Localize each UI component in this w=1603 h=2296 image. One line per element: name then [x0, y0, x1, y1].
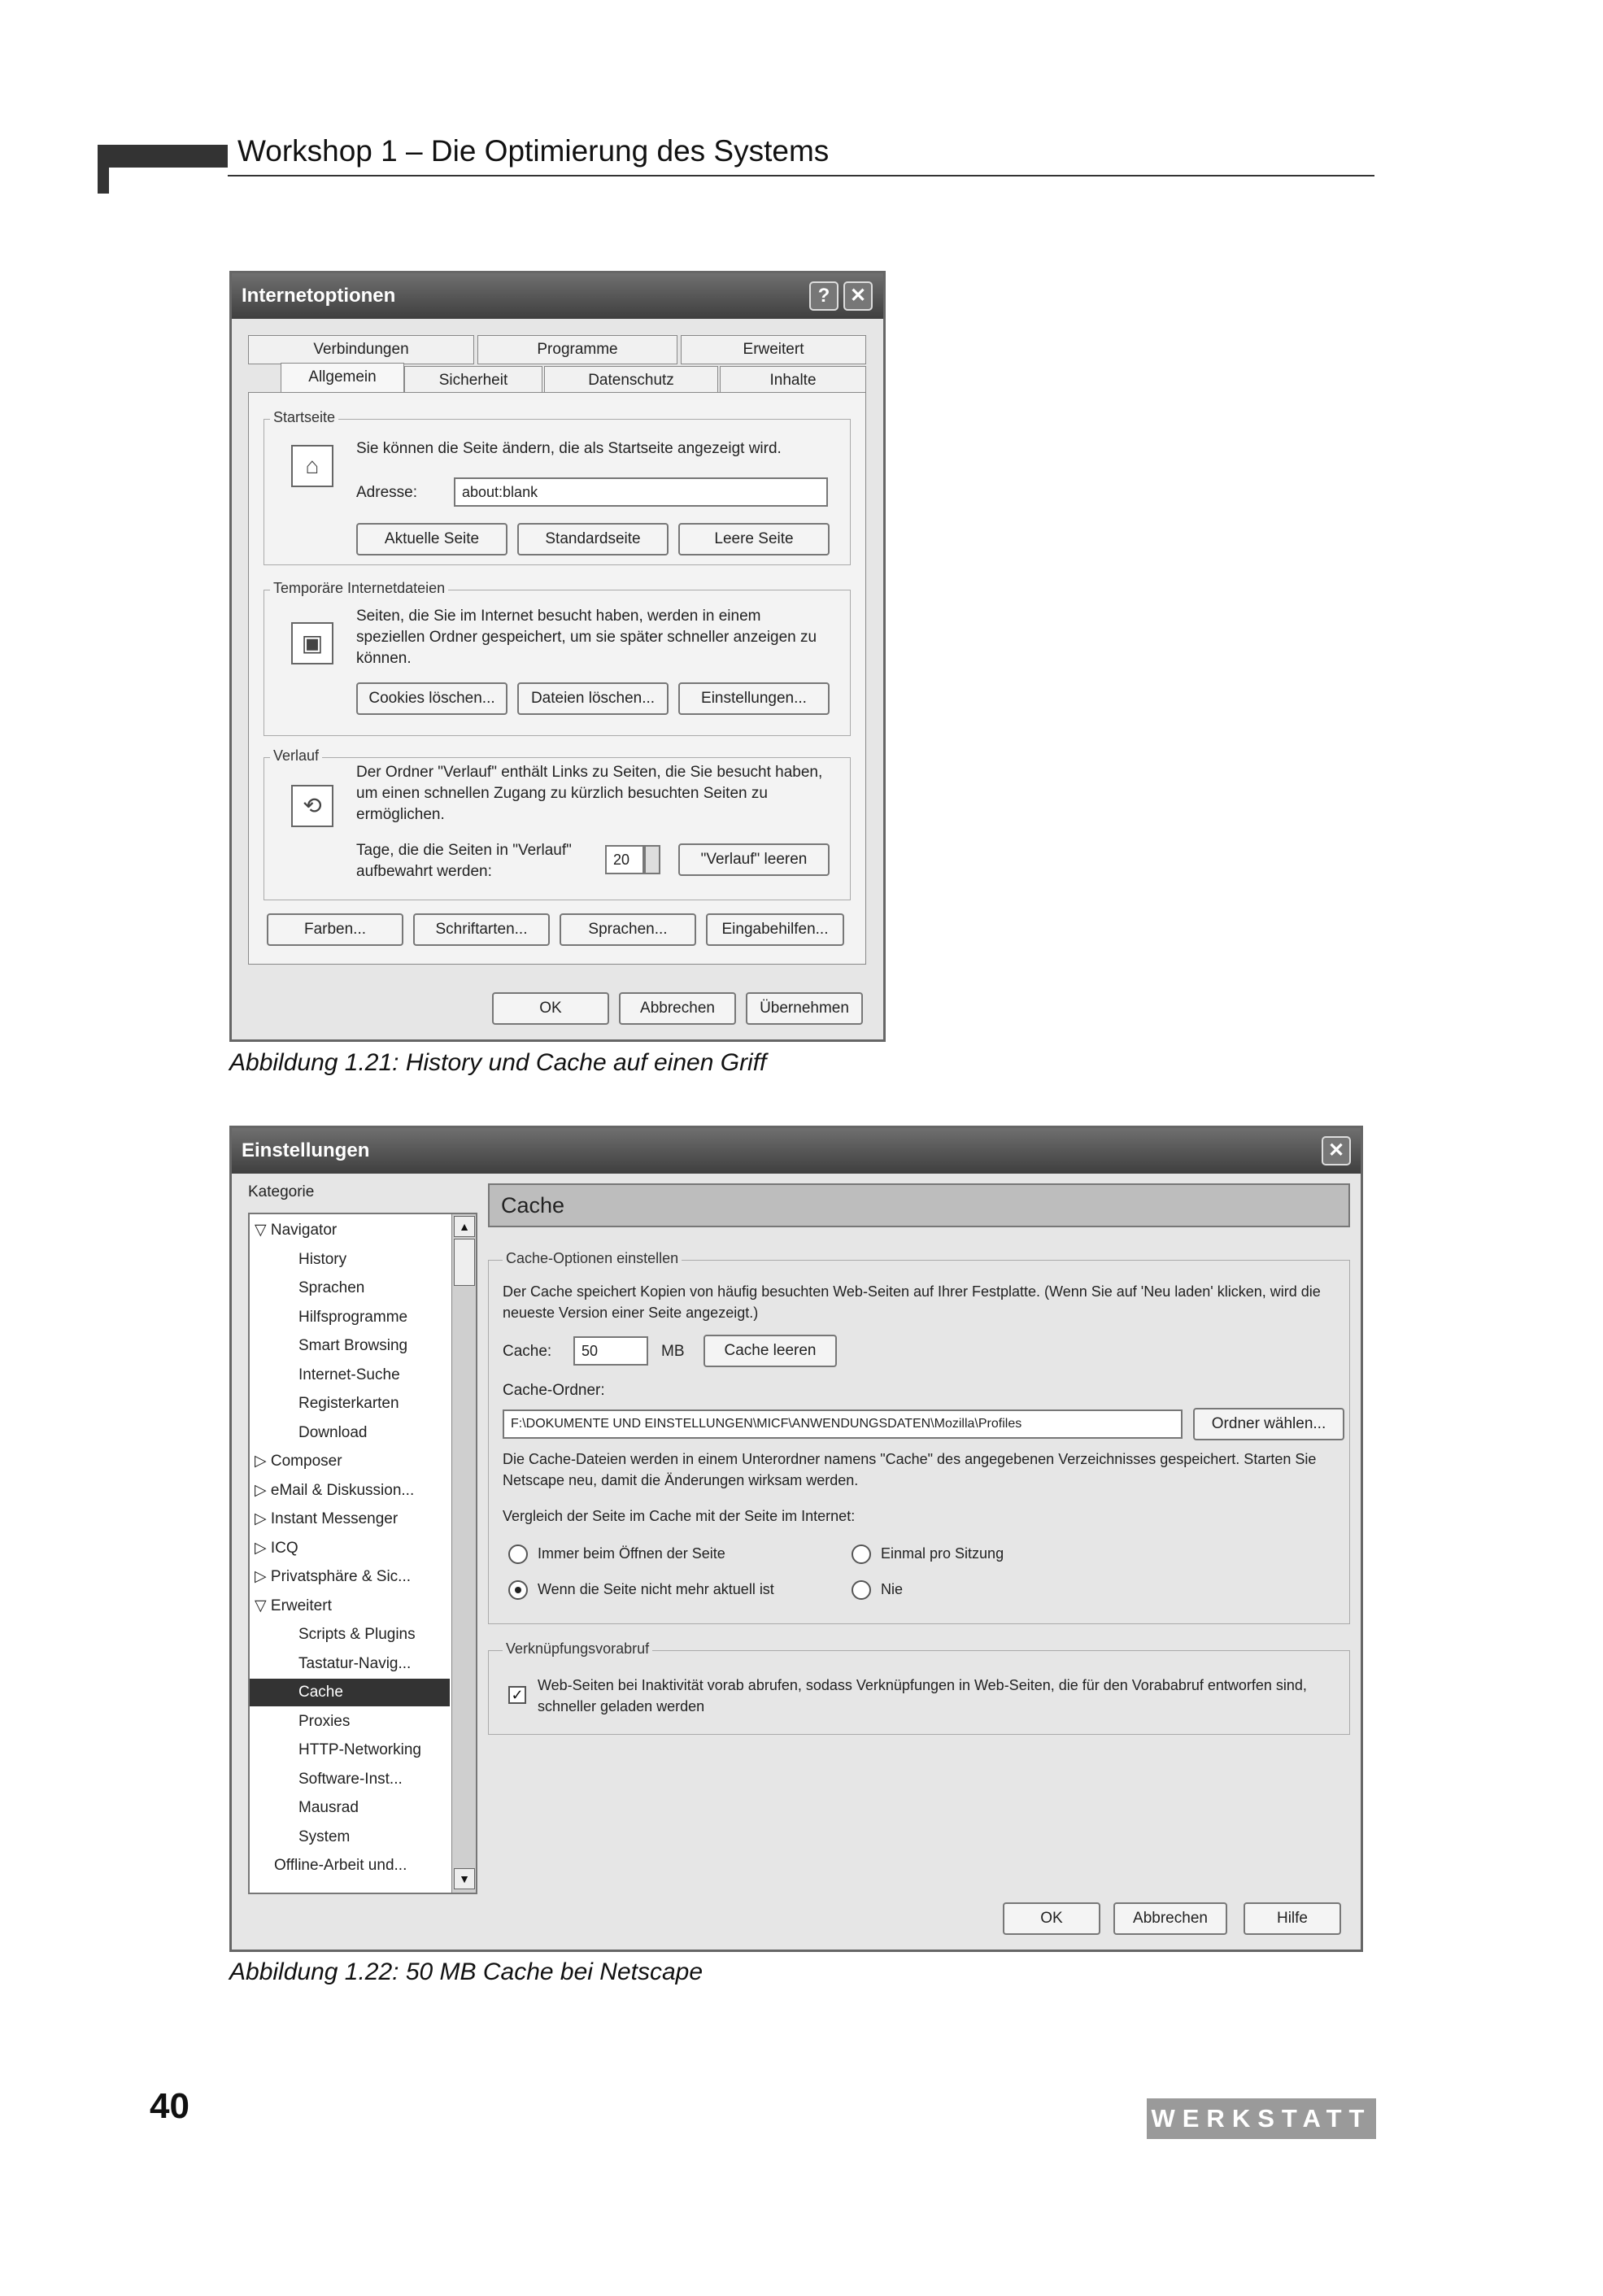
netscape-preferences-dialog — [229, 1126, 1363, 1952]
tree-item-software-install[interactable]: Software-Inst... — [298, 1771, 403, 1788]
ok-button[interactable]: OK — [492, 992, 609, 1025]
settings-button[interactable]: Einstellungen... — [678, 682, 830, 715]
radio-when-outdated-label: Wenn die Seite nicht mehr aktuell ist — [538, 1581, 774, 1597]
figure-caption-2: Abbildung 1.22: 50 MB Cache bei Netscape — [229, 1958, 703, 1985]
cache-folder-description: Die Cache-Dateien werden in einem Unterordner namens "Cache" des angegebenen Verzeichnisses gespeichert. Starten Sie Netscape neu, damit die Änderungen wirksam werden. — [503, 1451, 1317, 1488]
scroll-up-arrow-icon[interactable]: ▲ — [454, 1216, 475, 1237]
clear-history-button[interactable]: "Verlauf" leeren — [678, 843, 830, 876]
tree-item-scripts-plugins[interactable]: Scripts & Plugins — [298, 1626, 416, 1643]
tree-item-history[interactable]: History — [298, 1251, 347, 1268]
tree-selection-highlight — [250, 1679, 450, 1706]
header-bar-mark — [98, 145, 228, 168]
close-button[interactable]: ✕ — [843, 281, 873, 311]
help-button[interactable]: ? — [809, 281, 839, 311]
running-header-title: Workshop 1 – Die Optimierung des Systems — [237, 134, 830, 168]
clear-cache-button[interactable]: Cache leeren — [703, 1335, 837, 1367]
brand-badge: WERKSTATT — [1147, 2098, 1376, 2139]
tree-item-proxies[interactable]: Proxies — [298, 1713, 351, 1730]
close-button[interactable]: ✕ — [1322, 1136, 1351, 1165]
languages-button[interactable]: Sprachen... — [560, 913, 696, 946]
temp-files-text: Seiten, die Sie im Internet besucht haben, werden in einem speziellen Ordner gespeichert, um sie später schneller anzeigen zu können. — [356, 608, 817, 667]
tree-item-navigator[interactable]: ▽ Navigator — [255, 1222, 338, 1239]
tab-programme[interactable]: Programme — [477, 335, 677, 364]
tree-item-icq[interactable]: ▷ ICQ — [255, 1540, 298, 1557]
history-text: Der Ordner "Verlauf" enthält Links zu Seiten, die Sie besucht haben, um einen schnellen Zugang zu kürzlich besuchten Seiten zu ermöglichen. — [356, 764, 823, 823]
dialog-title: Internetoptionen — [242, 285, 396, 307]
fonts-button[interactable]: Schriftarten... — [413, 913, 550, 946]
apply-button[interactable]: Übernehmen — [746, 992, 863, 1025]
tree-item-instant-messenger[interactable]: ▷ Instant Messenger — [255, 1510, 399, 1527]
category-label: Kategorie — [248, 1183, 315, 1200]
startseite-text: Sie können die Seite ändern, die als Startseite angezeigt wird. — [356, 440, 782, 457]
tab-panel — [248, 392, 866, 965]
tree-scrollbar[interactable] — [451, 1214, 477, 1893]
choose-folder-button[interactable]: Ordner wählen... — [1193, 1408, 1344, 1440]
radio-once-per-session[interactable] — [852, 1544, 871, 1564]
history-icon: ⟲ — [291, 785, 333, 827]
tree-item-mausrad[interactable]: Mausrad — [298, 1799, 359, 1816]
prefetch-label: Web-Seiten bei Inaktivität vorab abrufen, sodass Verknüpfungen in Web-Seiten, die für den Vorababruf entworfen sind, schneller geladen werden — [538, 1677, 1307, 1714]
tree-item-system[interactable]: System — [298, 1828, 351, 1845]
history-days-spinner[interactable] — [644, 845, 660, 874]
tree-item-keyboard-nav[interactable]: Tastatur-Navig... — [298, 1655, 412, 1672]
tab-datenschutz[interactable]: Datenschutz — [544, 366, 718, 395]
tab-verbindungen[interactable]: Verbindungen — [248, 335, 474, 364]
tab-allgemein[interactable]: Allgemein — [281, 363, 404, 392]
tree-item-hilfsprogramme[interactable]: Hilfsprogramme — [298, 1309, 408, 1326]
tree-item-http-networking[interactable]: HTTP-Networking — [298, 1741, 421, 1758]
tab-erweitert[interactable]: Erweitert — [681, 335, 866, 364]
cache-size-input[interactable]: 50 — [573, 1336, 648, 1366]
radio-never-label: Nie — [881, 1581, 904, 1597]
accessibility-button[interactable]: Eingabehilfen... — [706, 913, 844, 946]
history-group-title: Verlauf — [270, 747, 322, 765]
prefetch-group-title: Verknüpfungsvorabruf — [503, 1640, 652, 1658]
dialog-title-bar — [232, 273, 883, 319]
history-days-label: Tage, die die Seiten in "Verlauf" aufbewahrt werden: — [356, 842, 572, 880]
tree-item-composer[interactable]: ▷ Composer — [255, 1453, 342, 1470]
radio-once-per-session-label: Einmal pro Sitzung — [881, 1545, 1004, 1562]
delete-cookies-button[interactable]: Cookies löschen... — [356, 682, 507, 715]
help-button[interactable]: Hilfe — [1244, 1902, 1341, 1935]
cache-size-label: Cache: — [503, 1343, 552, 1360]
radio-always-label: Immer beim Öffnen der Seite — [538, 1545, 725, 1562]
cache-description: Der Cache speichert Kopien von häufig besuchten Web-Seiten auf Ihrer Festplatte. (Wenn Sie auf 'Neu laden' klicken, wird die neueste Version einer Seite angezeigt.) — [503, 1283, 1321, 1321]
panel-header — [488, 1183, 1350, 1227]
radio-always[interactable] — [508, 1544, 528, 1564]
colors-button[interactable]: Farben... — [267, 913, 403, 946]
blank-page-button[interactable]: Leere Seite — [678, 523, 830, 555]
delete-files-button[interactable]: Dateien löschen... — [517, 682, 669, 715]
address-label: Adresse: — [356, 484, 417, 501]
tree-item-registerkarten[interactable]: Registerkarten — [298, 1395, 399, 1412]
home-icon: ⌂ — [291, 445, 333, 487]
default-page-button[interactable]: Standardseite — [517, 523, 669, 555]
history-days-input[interactable]: 20 — [605, 845, 644, 874]
tree-item-internet-suche[interactable]: Internet-Suche — [298, 1366, 400, 1383]
ok-button[interactable]: OK — [1003, 1902, 1100, 1935]
radio-never[interactable] — [852, 1580, 871, 1600]
scroll-down-arrow-icon[interactable]: ▼ — [454, 1868, 475, 1889]
header-rule — [228, 175, 1374, 176]
figure-caption-1: Abbildung 1.21: History und Cache auf einen Griff — [229, 1049, 767, 1076]
tree-item-privacy[interactable]: ▷ Privatsphäre & Sic... — [255, 1568, 412, 1585]
scroll-thumb[interactable] — [454, 1239, 475, 1286]
tree-item-sprachen[interactable]: Sprachen — [298, 1279, 365, 1296]
tab-inhalte[interactable]: Inhalte — [720, 366, 866, 395]
radio-when-outdated[interactable] — [508, 1580, 528, 1600]
temp-files-icon: ▣ — [291, 622, 333, 664]
address-input[interactable]: about:blank — [454, 477, 828, 507]
temp-files-group-title: Temporäre Internetdateien — [270, 580, 448, 597]
tree-item-offline[interactable]: Offline-Arbeit und... — [274, 1857, 407, 1874]
panel-title: Cache — [501, 1193, 565, 1218]
cache-size-unit: MB — [661, 1343, 685, 1360]
dialog-title: Einstellungen — [242, 1139, 370, 1161]
cache-folder-label: Cache-Ordner: — [503, 1382, 605, 1399]
tree-item-smart-browsing[interactable]: Smart Browsing — [298, 1337, 408, 1354]
prefetch-checkbox[interactable]: ✓ — [508, 1686, 526, 1704]
cancel-button[interactable]: Abbrechen — [619, 992, 736, 1025]
cancel-button[interactable]: Abbrechen — [1113, 1902, 1227, 1935]
compare-label: Vergleich der Seite im Cache mit der Seite im Internet: — [503, 1508, 856, 1524]
tree-item-cache-selected[interactable]: Cache — [298, 1684, 343, 1701]
page-number: 40 — [150, 2086, 189, 2126]
internet-options-dialog — [229, 271, 886, 1042]
cache-options-group-title: Cache-Optionen einstellen — [503, 1250, 682, 1267]
category-tree — [248, 1213, 477, 1894]
tree-item-erweitert[interactable]: ▽ Erweitert — [255, 1597, 332, 1614]
cache-folder-input[interactable]: F:\DOKUMENTE UND EINSTELLUNGEN\MICF\ANWENDUNGSDATEN\Mozilla\Profiles — [503, 1409, 1183, 1439]
tab-sicherheit[interactable]: Sicherheit — [404, 366, 542, 395]
current-page-button[interactable]: Aktuelle Seite — [356, 523, 507, 555]
startseite-group-title: Startseite — [270, 409, 338, 426]
tree-item-email[interactable]: ▷ eMail & Diskussion... — [255, 1482, 415, 1499]
tree-item-download[interactable]: Download — [298, 1424, 368, 1441]
dialog-title-bar — [232, 1128, 1361, 1174]
